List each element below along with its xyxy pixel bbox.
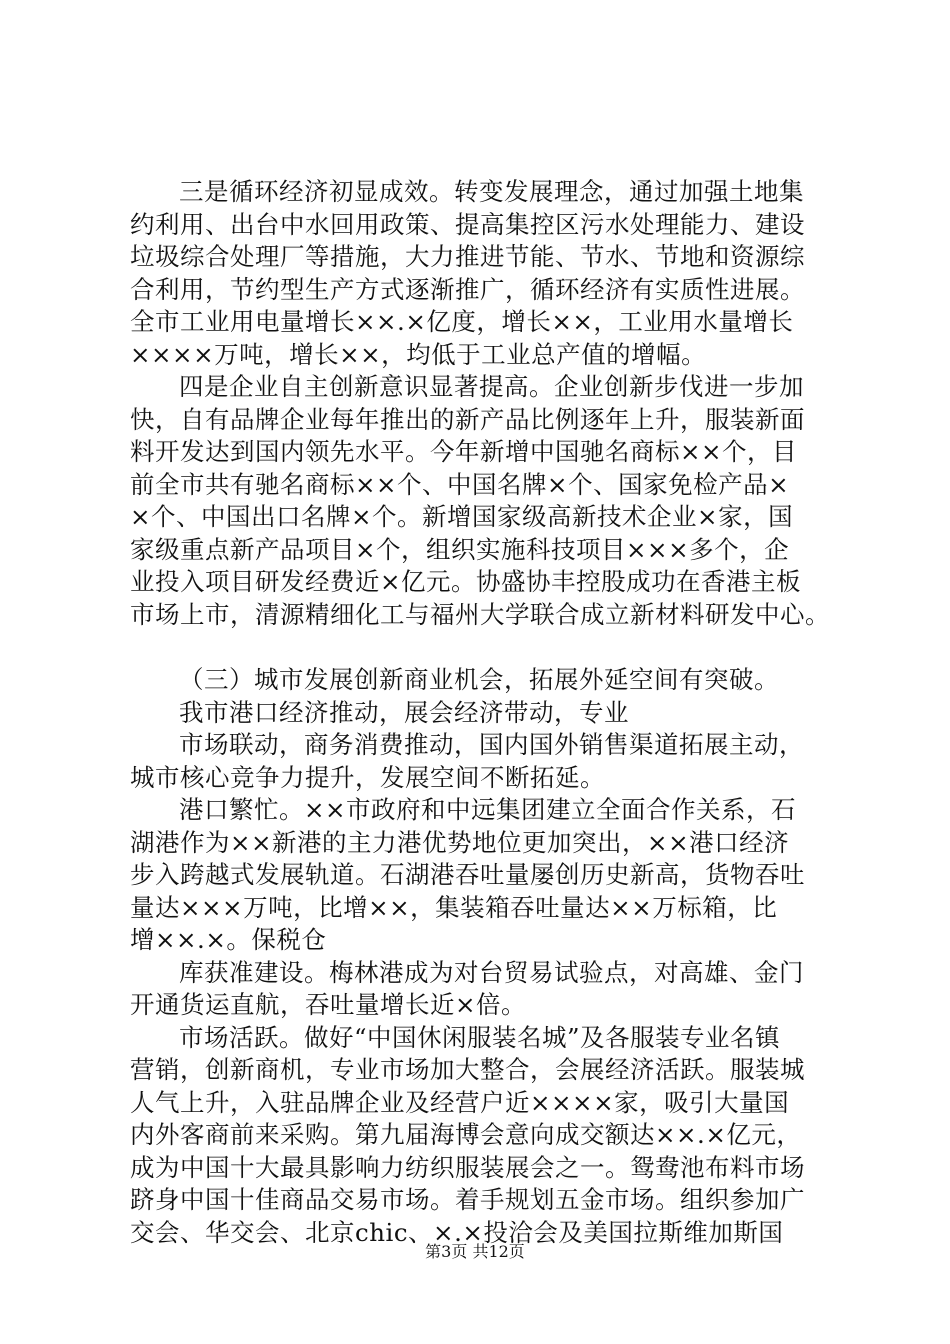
text-line: 库获准建设。梅林港成为对台贸易试验点，对高雄、金门 [179, 957, 804, 987]
paragraph-gap [130, 631, 850, 664]
text-line: 料开发达到国内领先水平。今年新增中国驰名商标××个，目 [130, 437, 798, 466]
text-line: 全市工业用电量增长××.×亿度，增长××，工业用水量增长 [130, 307, 794, 336]
text-line: 垃圾综合处理厂等措施，大力推进节能、节水、节地和资源综 [130, 242, 805, 271]
paragraph-port [130, 794, 850, 957]
text-line: 家级重点新产品项目×个，组织实施科技项目×××多个，企 [130, 534, 790, 564]
text-line: 市场联动，商务消费推动，国内国外销售渠道拓展主动， [179, 730, 804, 759]
text-line: 三是循环经济初显成效。转变发展理念，通过加强土地集 [179, 177, 804, 206]
section-heading [130, 664, 850, 697]
text-line: 开通货运直航，吞吐量增长近×倍。 [130, 990, 527, 1019]
text-line: 成为中国十大最具影响力纺织服装展会之一。鸳鸯池布料市场 [130, 1152, 805, 1182]
document-body [130, 176, 850, 1249]
paragraph-market-activity [130, 1022, 850, 1250]
text-line: 快，自有品牌企业每年推出的新产品比例逐年上升，服装新面 [130, 404, 805, 434]
text-line: 约利用、出台中水回用政策、提高集控区污水处理能力、建设 [130, 209, 805, 239]
text-line: 湖港作为××新港的主力港优势地位更加突出，××港口经济 [130, 827, 790, 857]
paragraph-market-linkage [130, 729, 850, 794]
text-line: 市场活跃。做好“中国休闲服装名城”及各服装专业名镇 [179, 1022, 781, 1052]
section-heading-text: （三）城市发展创新商业机会，拓展外延空间有突破。 [179, 665, 779, 694]
text-line: 港口繁忙。××市政府和中远集团建立全面合作关系，石 [179, 795, 797, 824]
text-line: 增××.×。保税仓 [130, 925, 327, 954]
paragraph-bonded-warehouse [130, 957, 850, 1022]
text-line: 四是企业自主创新意识显著提高。企业创新步伐进一步加 [179, 372, 804, 401]
text-line: 人气上升，入驻品牌企业及经营户近××××家，吸引大量国 [130, 1087, 790, 1117]
page-number-footer: 第3页 共12页 [425, 1242, 525, 1261]
text-line: 合利用，节约型生产方式逐渐推广，循环经济有实质性进展。 [130, 274, 805, 304]
text-line: 步入跨越式发展轨道。石湖港吞吐量屡创历史新高，货物吞吐 [130, 860, 805, 889]
paragraph-circular-economy [130, 176, 850, 371]
paragraph-innovation [130, 371, 850, 631]
text-line: 内外客商前来采购。第九届海博会意向成交额达××.×亿元， [130, 1120, 802, 1149]
text-line: 城市核心竞争力提升，发展空间不断拓延。 [130, 762, 605, 792]
text-line: ×个、中国出口名牌×个。新增国家级高新技术企业×家，国 [130, 502, 794, 531]
text-line: 我市港口经济推动，展会经济带动，专业 [179, 697, 629, 727]
text-line: ××××万吨，增长××，均低于工业总产值的增幅。 [130, 339, 707, 369]
text-line: 跻身中国十佳商品交易市场。着手规划五金市场。组织参加广 [130, 1185, 805, 1214]
text-line: 业投入项目研发经费近×亿元。协盛协丰控股成功在香港主板 [130, 567, 802, 596]
text-line: 营销，创新商机，专业市场加大整合，会展经济活跃。服装城 [130, 1055, 805, 1084]
text-line: 市场上市，清源精细化工与福州大学联合成立新材料研发中心。 [130, 599, 830, 629]
text-line: 前全市共有驰名商标××个、中国名牌×个、国家免检产品× [130, 469, 790, 499]
text-line: 量达×××万吨，比增××，集装箱吞吐量达××万标箱，比 [130, 892, 778, 922]
paragraph-intro [130, 697, 850, 730]
text-line: 交会、华交会、北京chic、×.×投洽会及美国拉斯维加斯国 [130, 1217, 784, 1247]
